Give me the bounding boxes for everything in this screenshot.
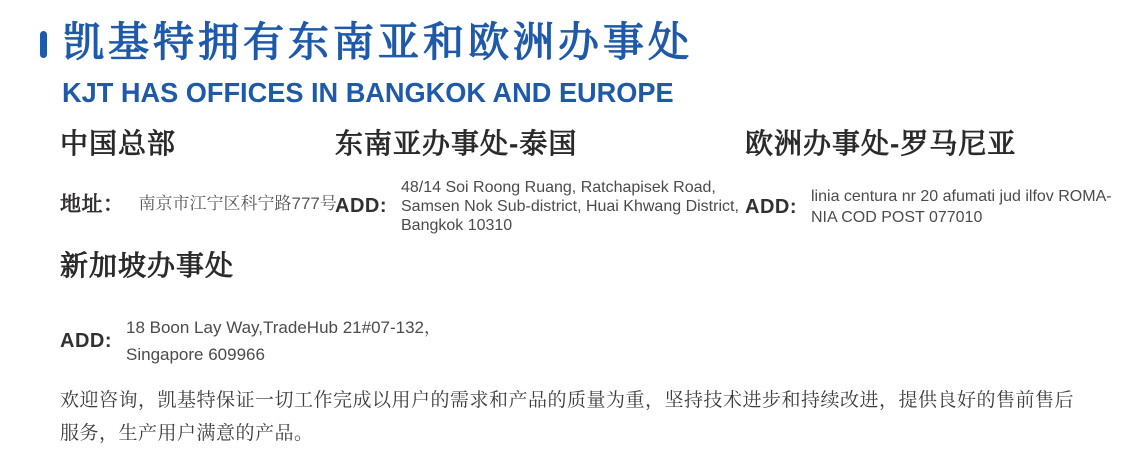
address-text [401, 178, 739, 235]
address-row [60, 314, 441, 368]
title-accent-bar [40, 31, 47, 58]
address-line: Bangkok 10310 [401, 217, 513, 234]
address-label: 地址： [60, 193, 125, 216]
address-row [335, 178, 739, 235]
address-text [126, 314, 441, 368]
office-heading-romania: 欧洲办事处-罗马尼亚 [745, 128, 1017, 159]
welcome-note [60, 384, 1100, 450]
address-line: linia centura nr 20 afumati jud ilfov ROMA- [811, 188, 1112, 205]
address-line: Samsen Nok Sub-district, Huai Khwang District, [401, 198, 739, 215]
office-card-thailand [335, 128, 739, 235]
address-line: 18 Boon Lay Way,TradeHub 21#07-132， [126, 318, 442, 337]
office-heading-thailand: 东南亚办事处-泰国 [335, 128, 578, 159]
address-label: ADD: [60, 329, 112, 352]
address-text [139, 194, 337, 213]
welcome-note-line: 服务，生产用户满意的产品。 [60, 423, 314, 444]
section-title-en: KJT HAS OFFICES IN BANGKOK AND EUROPE [62, 77, 674, 108]
address-line: 南京市江宁区科宁路777号 [138, 193, 337, 213]
address-label: ADD: [335, 195, 387, 217]
address-line: NIA COD POST 077010 [811, 209, 983, 226]
address-line: Singapore 609966 [126, 345, 265, 364]
office-card-china-hq [60, 128, 337, 218]
office-heading-singapore: 新加坡办事处 [60, 250, 235, 281]
address-label: ADD: [745, 195, 797, 218]
address-line: 48/14 Soi Roong Ruang, Ratchapisek Road, [401, 179, 716, 196]
welcome-note-line: 欢迎咨询，凯基特保证一切工作完成以用户的需求和产品的质量为重，坚持技术进步和持续改进，提供良好的售前售后 [60, 390, 1075, 411]
office-heading-china-hq: 中国总部 [60, 128, 177, 159]
address-row [60, 188, 337, 218]
address-text [811, 186, 1112, 228]
section-title-cn: 凯基特拥有东南亚和欧洲办事处 [63, 19, 693, 65]
office-card-singapore [60, 250, 441, 368]
office-card-romania [745, 128, 1112, 228]
address-row [745, 186, 1112, 228]
